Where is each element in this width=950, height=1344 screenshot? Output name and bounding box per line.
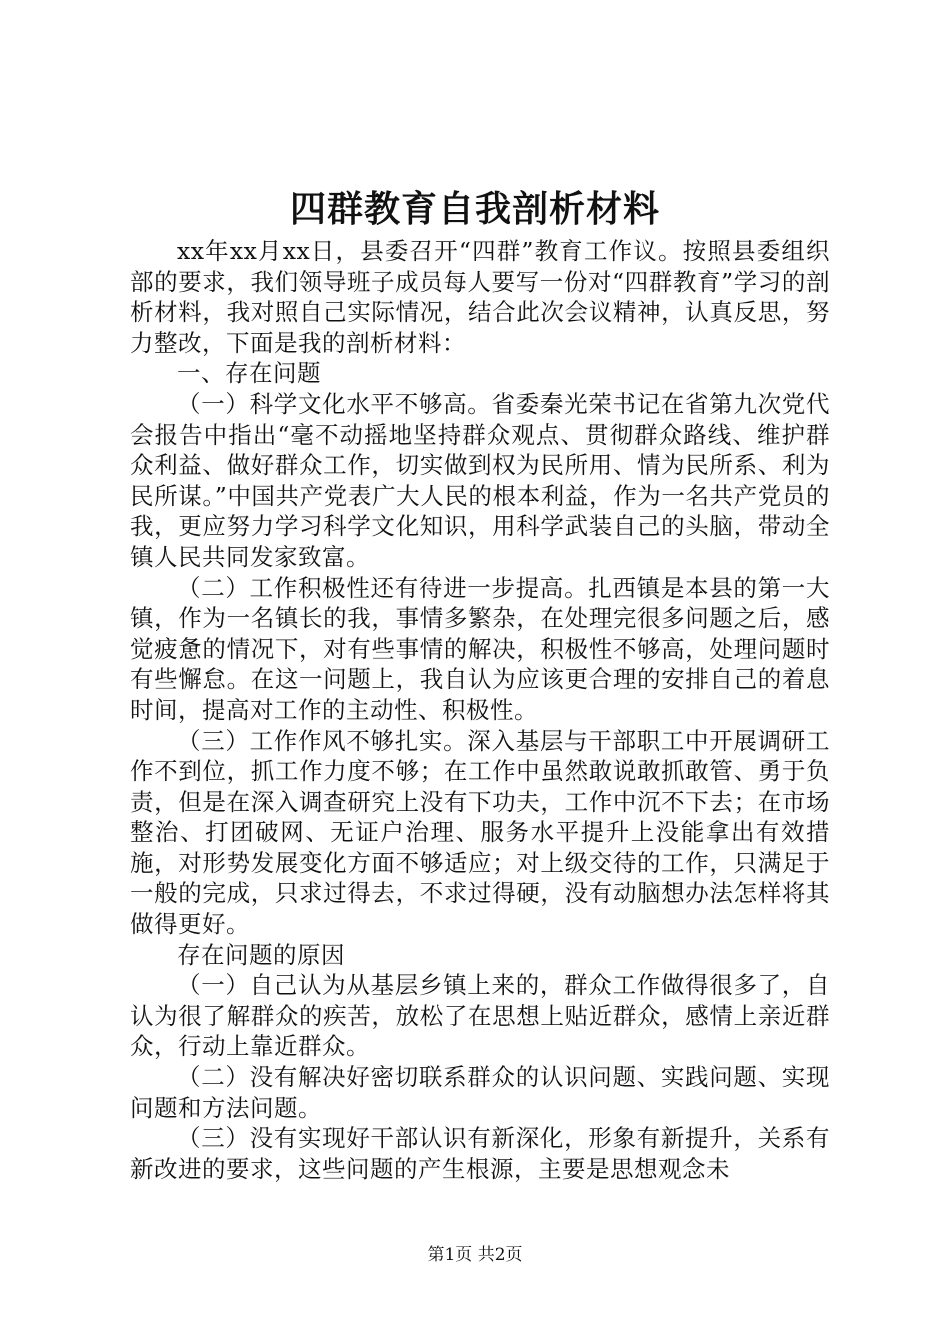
paragraph-intro: xx年xx月xx日，县委召开“四群”教育工作议。按照县委组织部的要求，我们领导班子成员每人要写一份对“四群教育”学习的剖析材料，我对照自己实际情况，结合此次会议精神，认真反思，努力整改，下面是我的剖析材料： bbox=[130, 237, 830, 357]
page-number-footer: 第1页 共2页 bbox=[427, 1245, 523, 1265]
paragraph-cause-3: （三）没有实现好干部认识有新深化，形象有新提升，关系有新改进的要求，这些问题的产生根源，主要是思想观念未 bbox=[130, 1124, 830, 1183]
paragraph-problem-1: （一）科学文化水平不够高。省委秦光荣书记在省第九次党代会报告中指出“毫不动摇地坚持群众观点、贯彻群众路线、维护群众利益、做好群众工作，切实做到权为民所用、情为民所系、利为民所谋。”中国共产党表广大人民的根本利益，作为一名共产党员的我，更应努力学习科学文化知识，用科学武装自己的头脑，带动全镇人民共同发家致富。 bbox=[130, 389, 830, 571]
section-heading-problems: 一、存在问题 bbox=[177, 359, 321, 388]
section-heading-causes: 存在问题的原因 bbox=[177, 940, 345, 969]
document-body bbox=[130, 236, 830, 1184]
paragraph-problem-2: （二）工作积极性还有待进一步提高。扎西镇是本县的第一大镇，作为一名镇长的我，事情多繁杂，在处理完很多问题之后，感觉疲惫的情况下，对有些事情的解决，积极性不够高，处理问题时有些懈怠。在这一问题上，我自认为应该更合理的安排自己的着息时间，提高对工作的主动性、积极性。 bbox=[130, 573, 830, 724]
document-title: 四群教育自我剖析材料 bbox=[289, 188, 660, 230]
paragraph-cause-2: （二）没有解决好密切联系群众的认识问题、实践问题、实现问题和方法问题。 bbox=[130, 1063, 830, 1122]
paragraph-problem-3: （三）工作作风不够扎实。深入基层与干部职工中开展调研工作不到位，抓工作力度不够；在工作中虽然敢说敢抓敢管、勇于负责，但是在深入调查研究上没有下功夫，工作中沉不下去；在市场整治、打团破网、无证户治理、服务水平提升上没能拿出有效措施，对形势发展变化方面不够适应；对上级交待的工作，只满足于一般的完成，只求过得去，不求过得硬，没有动脑想办法怎样将其做得更好。 bbox=[130, 726, 830, 939]
paragraph-cause-1: （一）自己认为从基层乡镇上来的，群众工作做得很多了，自认为很了解群众的疾苦，放松了在思想上贴近群众，感情上亲近群众，行动上靠近群众。 bbox=[130, 971, 830, 1061]
